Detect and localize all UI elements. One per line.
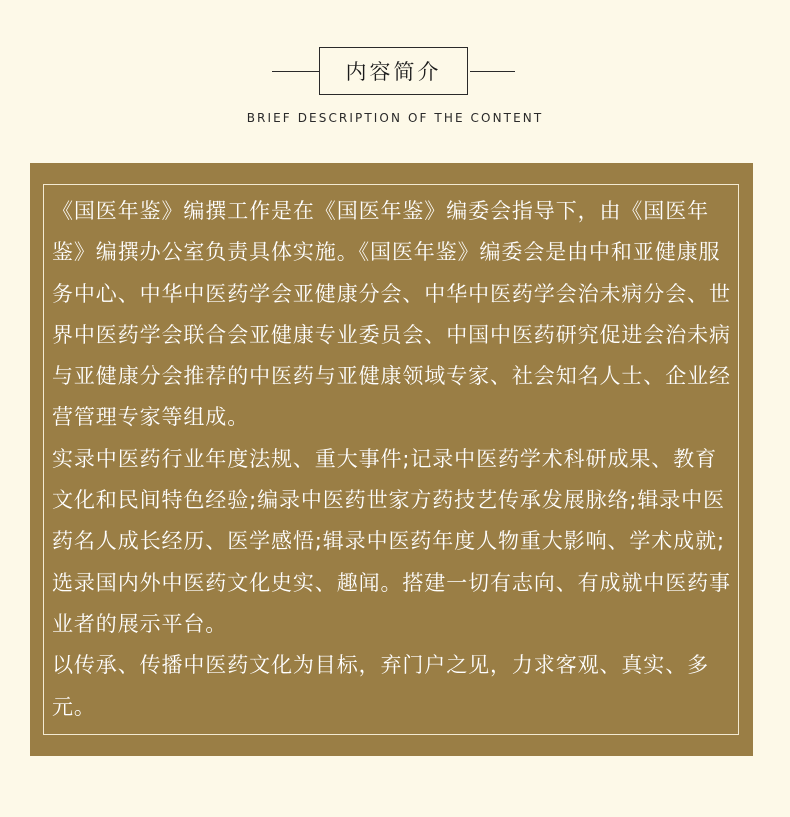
title-right-rule [470,71,515,72]
description-paragraph-3: 以传承、传播中医药文化为目标，弃门户之见，力求客观、真实、多元。 [52,653,709,719]
section-title: 内容简介 [319,47,468,95]
section-subtitle: BRIEF DESCRIPTION OF THE CONTENT [246,111,544,125]
title-left-rule [272,71,319,72]
description-paragraph-2: 实录中医药行业年度法规、重大事件;记录中医药学术科研成果、教育文化和民间特色经验;编录中医药世家方药技艺传承发展脉络;辑录中医药名人成长经历、医学感悟;辑录中医药年度人物重大影响、学术成就;选录国内外中医药文化史实、趣闻。搭建一切有志向、有成就中医药事业者的展示平台。 [52,446,731,636]
description-text [52,191,736,728]
description-paragraph-1: 《国医年鉴》编撰工作是在《国医年鉴》编委会指导下，由《国医年鉴》编撰办公室负责具体实施。《国医年鉴》编委会是由中和亚健康服务中心、中华中医药学会亚健康分会、中华中医药学会治未病分会、世界中医药学会联合会亚健康专业委员会、中国中医药研究促进会治未病与亚健康分会推荐的中医药与亚健康领域专家、社会知名人士、企业经营管理专家等组成。 [52,199,731,430]
